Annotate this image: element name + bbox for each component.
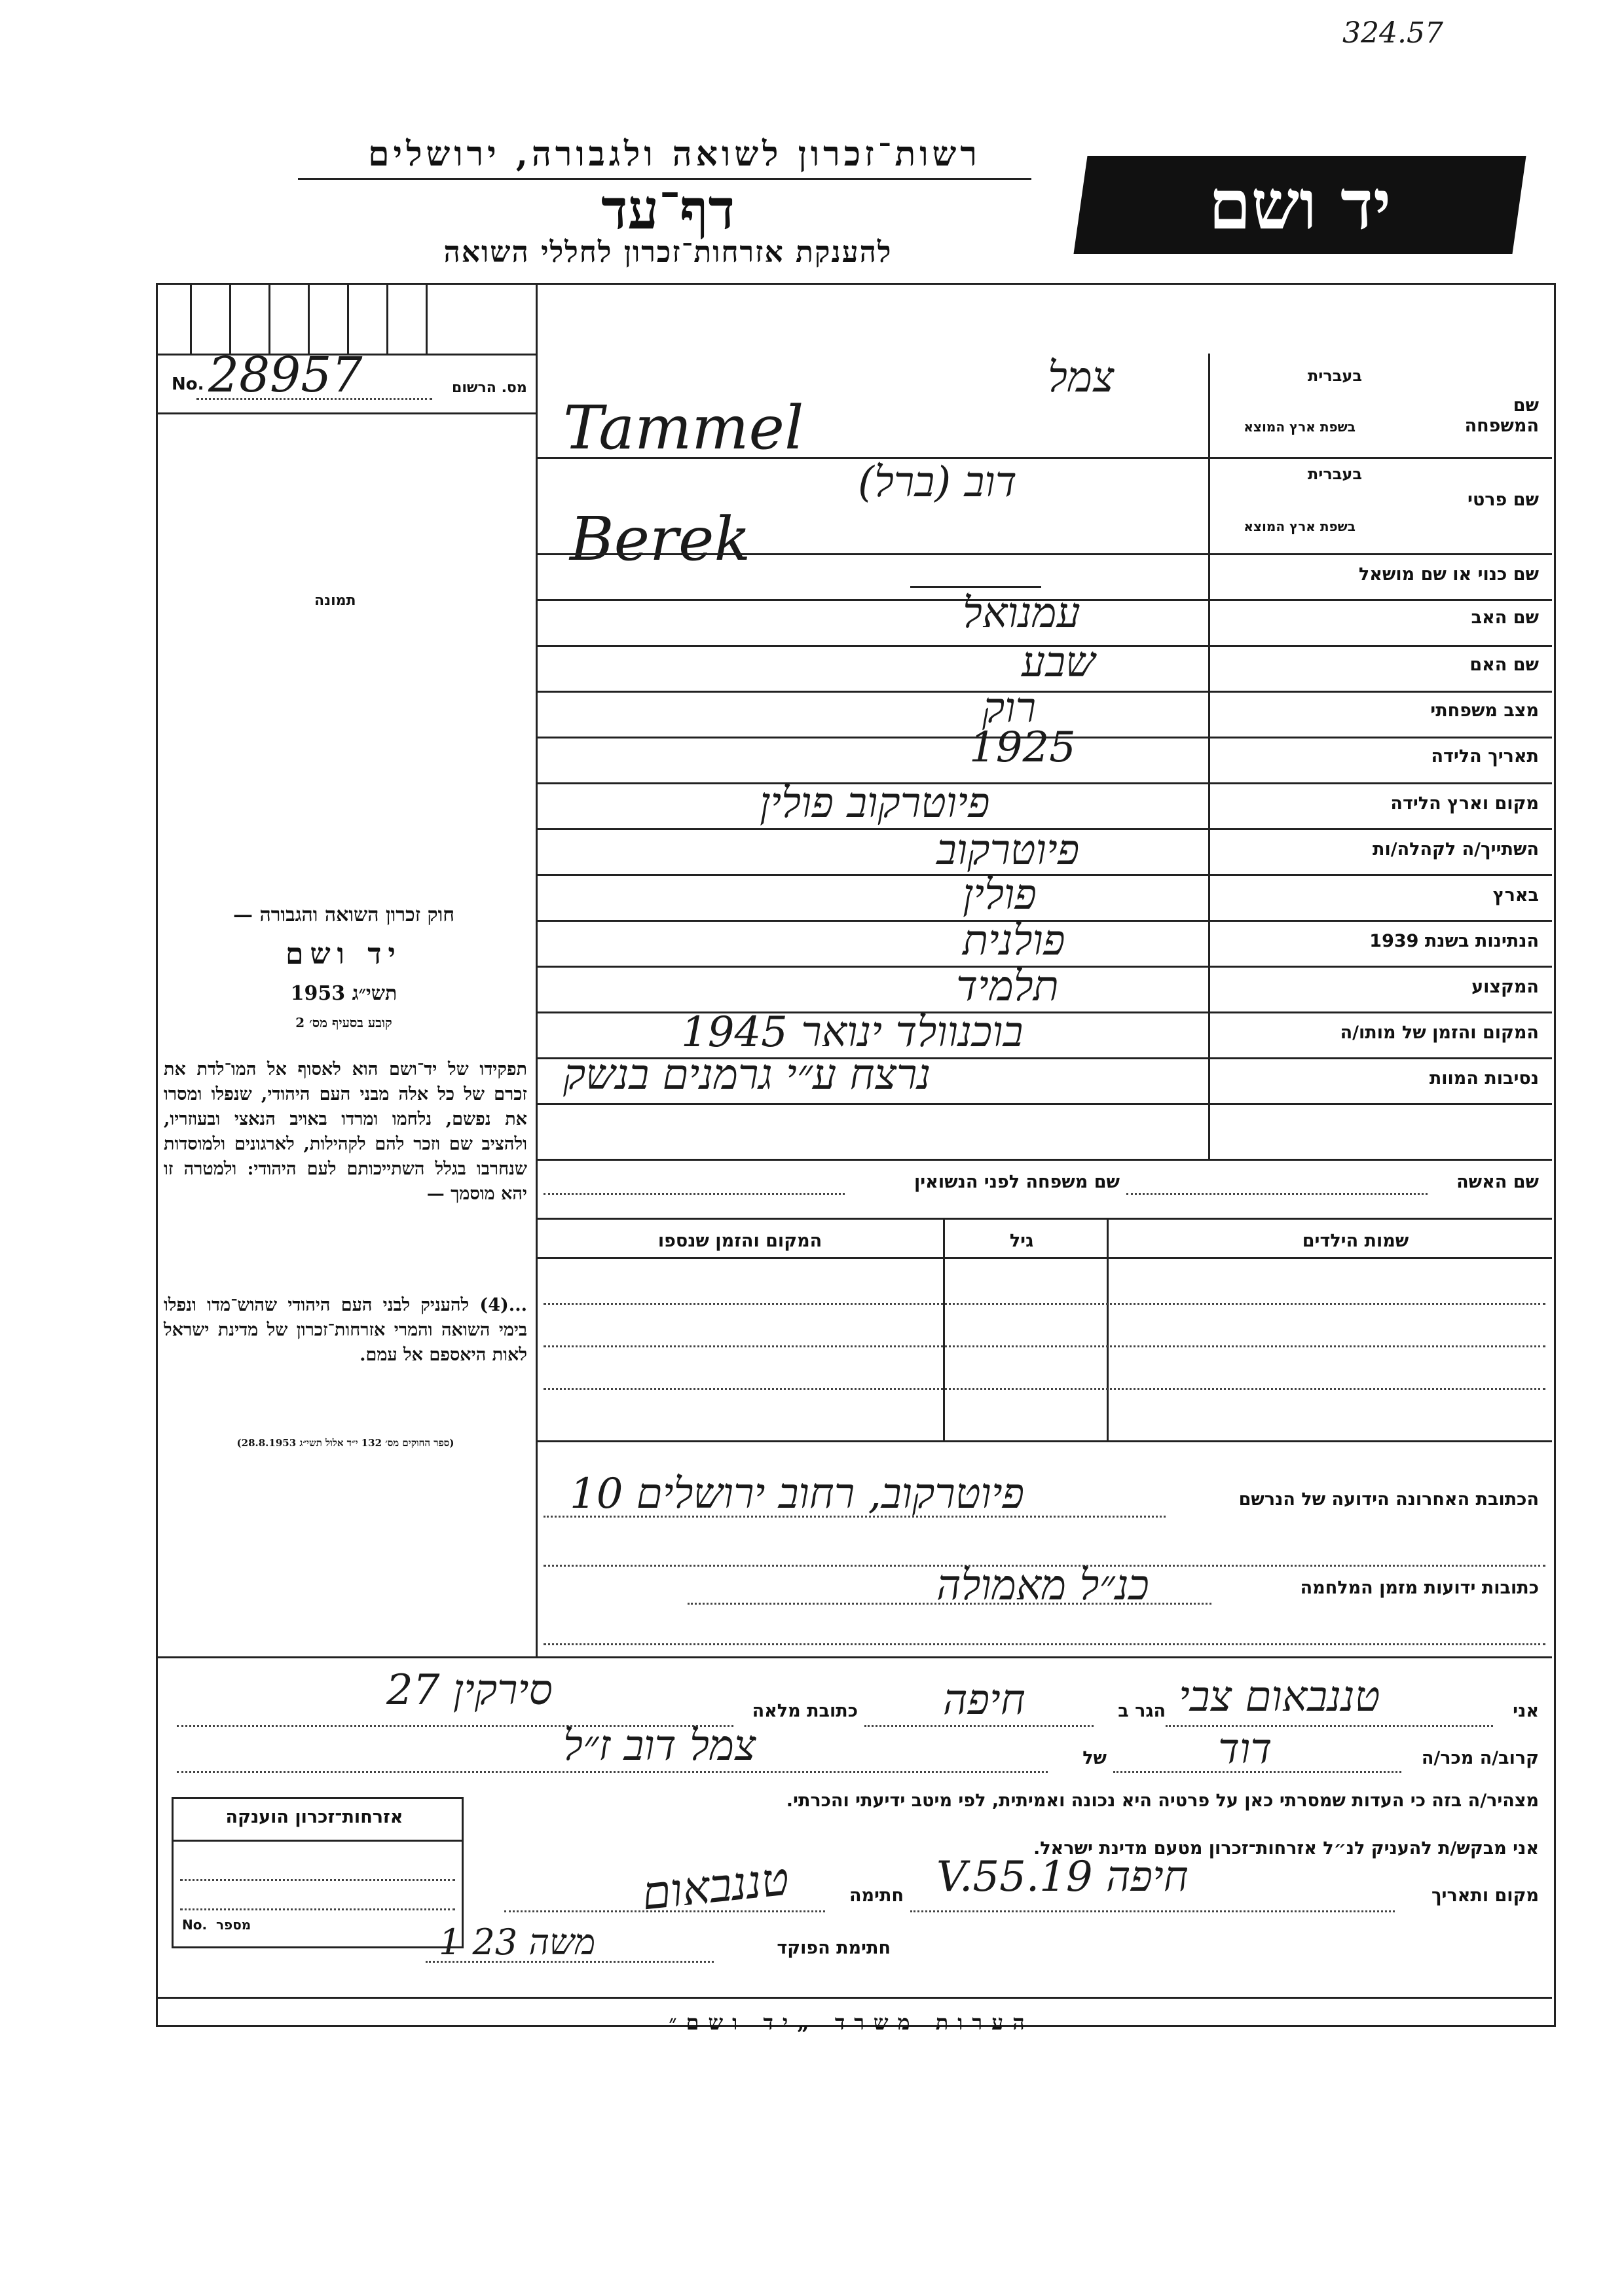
firstname-label: שם פרטי [1467, 490, 1539, 510]
law-title: חוק זכרון השואה והגבורה — [233, 903, 454, 926]
death-value: בוכנוולד ינואר 1945 [681, 1008, 1024, 1057]
certificate-heb-no: מספר [216, 1917, 251, 1933]
children-header-age: גיל [1009, 1231, 1034, 1251]
surname-heb-value: צמל [1048, 354, 1115, 402]
profession-value: תלמיד [956, 962, 1059, 1011]
circumstances-label: נסיבות המוות [1429, 1068, 1539, 1089]
authority-heading: רשות־זכרון לשואה ולגבורה, ירושלים [368, 134, 981, 174]
law-paragraph-2: ...(4) להעניק לבני העם היהודי שהוש־מדו ונפלו בימי השואה והמרי אזרחות־זכרון של מדינת ישראל לאות היאספם אל עמם. [164, 1295, 527, 1365]
declarant-city: חיפה [943, 1676, 1025, 1724]
yad-vashem-logo [1073, 156, 1526, 254]
reg-no-label: No. [172, 374, 204, 394]
alias-label: שם כנוי או שם מושאל [1358, 564, 1539, 585]
community-label: השתייך/ה לקהלה/ות [1373, 839, 1539, 860]
archive-note: 324.57 [1342, 16, 1443, 50]
reg-number: 28957 [208, 347, 363, 403]
reg-heb-label: מס. הרשום [452, 380, 527, 396]
declarant-address-label: כתובת מלאה [752, 1701, 858, 1721]
firstname-heb-sublabel: בעברית [1307, 465, 1362, 483]
declarant-resides-label: הגר ב [1118, 1701, 1166, 1721]
firstname-origin-value: Berek [570, 504, 751, 574]
last-address-label: הכתובת האחרונה הידועה של הנרשם [1238, 1489, 1539, 1510]
children-header-names: שמות הילדים [1302, 1231, 1409, 1251]
wife-maiden-label: שם משפחה לפני הנשואין [913, 1172, 1120, 1192]
country-label: בארץ [1492, 885, 1539, 905]
law-reference: (ספר החוקים מס׳ 132 י״ד אלול תשי״ג 28.8.1953) [236, 1437, 454, 1449]
law-paragraph-1: תפקידו של יד־ושם הוא לאסוף אל המו־לדת את זכרם של כל אלה מבני העם היהודי, שנפלו ומסרו את נפשם, נלחמו ומרדו באויב הנאצי ובעוזריו, ולהציב שם וזכר להם לקהילות, לארגונים ולמוסדות שנחרבו בגלל השתייכותם לעם היהודי: ולמטרה זו יהא מוסמך — [164, 1059, 527, 1204]
certificate-no-label: No. [182, 1917, 208, 1933]
death-label: המקום והזמן של מותו/ה [1340, 1023, 1539, 1043]
father-label: שם האב [1471, 608, 1539, 628]
officer-signature: 1 משה 23 [439, 1922, 596, 1963]
form-subtitle: להענקת אזרחות־זכרון לחללי השואה [443, 236, 893, 269]
surname-origin-value: Tammel [563, 393, 804, 463]
officer-signature-label: חתימת הפוקד [777, 1938, 891, 1958]
children-header-place: המקום והזמן שנספו [657, 1231, 822, 1251]
firstname-heb-value: דוב (ברל) [858, 458, 1017, 507]
relation-of-name: צמל דוב ז״ל [563, 1722, 756, 1770]
father-value: עמנואל [963, 589, 1080, 638]
relation-of-label: של [1082, 1748, 1107, 1768]
declaration-statement: מצהיר/ה בזה כי העדות שמסרתי כאן על פרטיה היא נכונה ואמיתית, לפי מיטב ידיעתי והכרתי. [786, 1791, 1539, 1811]
declarant-address: סירקין 27 [386, 1666, 553, 1715]
country-value: פולין [963, 871, 1037, 919]
profession-label: המקצוע [1471, 977, 1539, 997]
birthdate-value: 1925 [969, 723, 1076, 772]
declarant-i-label: אני [1513, 1701, 1539, 1721]
wife-label: שם האשה [1456, 1172, 1539, 1192]
law-year: תשי״ג 1953 [290, 982, 397, 1005]
surname-label: שם המשפחה [1464, 395, 1539, 436]
certificate-title: אזרחות־זכרון הוענקה [225, 1807, 403, 1827]
firstname-origin-sublabel: בשפת ארץ המוצא [1244, 519, 1356, 534]
war-address-label: כתובות ידועות מזמן המלחמה [1300, 1578, 1539, 1598]
surname-heb-sublabel: בעברית [1307, 367, 1362, 385]
law-name: יד ושם [286, 938, 402, 971]
citizenship-label: הנתינות בשנת 1939 [1369, 931, 1539, 951]
mother-label: שם האם [1469, 655, 1539, 675]
community-value: פיוטרקוב [936, 826, 1080, 875]
birthplace-value: פיוטרקוב פולין [760, 779, 990, 828]
photo-label: תמונה [314, 592, 356, 609]
mother-value: שבע [1022, 638, 1096, 687]
law-clause: קובע בסעיף מס׳ 2 [295, 1015, 392, 1030]
marital-label: מצב משפחתי [1430, 701, 1539, 721]
declarant-name: טננבאום צבי [1179, 1673, 1380, 1721]
signature-label: חתימה [849, 1886, 904, 1906]
birthplace-label: מקום וארץ הלידה [1390, 793, 1539, 814]
form-title: דף־עד [600, 177, 735, 242]
logo-text: יד ושם [1208, 164, 1392, 245]
place-date-label: מקום ותאריך [1431, 1886, 1539, 1906]
left-column-divider [536, 283, 538, 1656]
last-address-value: פיוטרקוב, רחוב ירושלים 10 [570, 1470, 1025, 1518]
surname-origin-sublabel: בשפת ארץ המוצא [1244, 419, 1356, 435]
office-notes-label: הערות משרד „יד ושם״ [669, 2010, 1034, 2035]
label-column-divider [1208, 354, 1210, 1159]
citizenship-request: אני מבקש/ת להעניק לנ״ל אזרחות־זכרון מטעם מדינת ישראל. [1033, 1838, 1539, 1859]
citizenship-value: פולנית [963, 917, 1065, 965]
birthdate-label: תאריך הלידה [1431, 746, 1539, 767]
relation-value: דוד [1218, 1725, 1272, 1774]
declarant-signature: טננבאום [639, 1851, 792, 1921]
place-date-value: חיפה 19.V.55 [936, 1853, 1189, 1901]
war-address-value: כנ״ל מאמולה [936, 1561, 1149, 1610]
marital-value: רוק [982, 684, 1037, 733]
relation-label: קרוב/ה מכר/ה [1421, 1748, 1539, 1768]
circumstances-value: נרצח ע״י גרמנים בנשק [563, 1051, 931, 1099]
